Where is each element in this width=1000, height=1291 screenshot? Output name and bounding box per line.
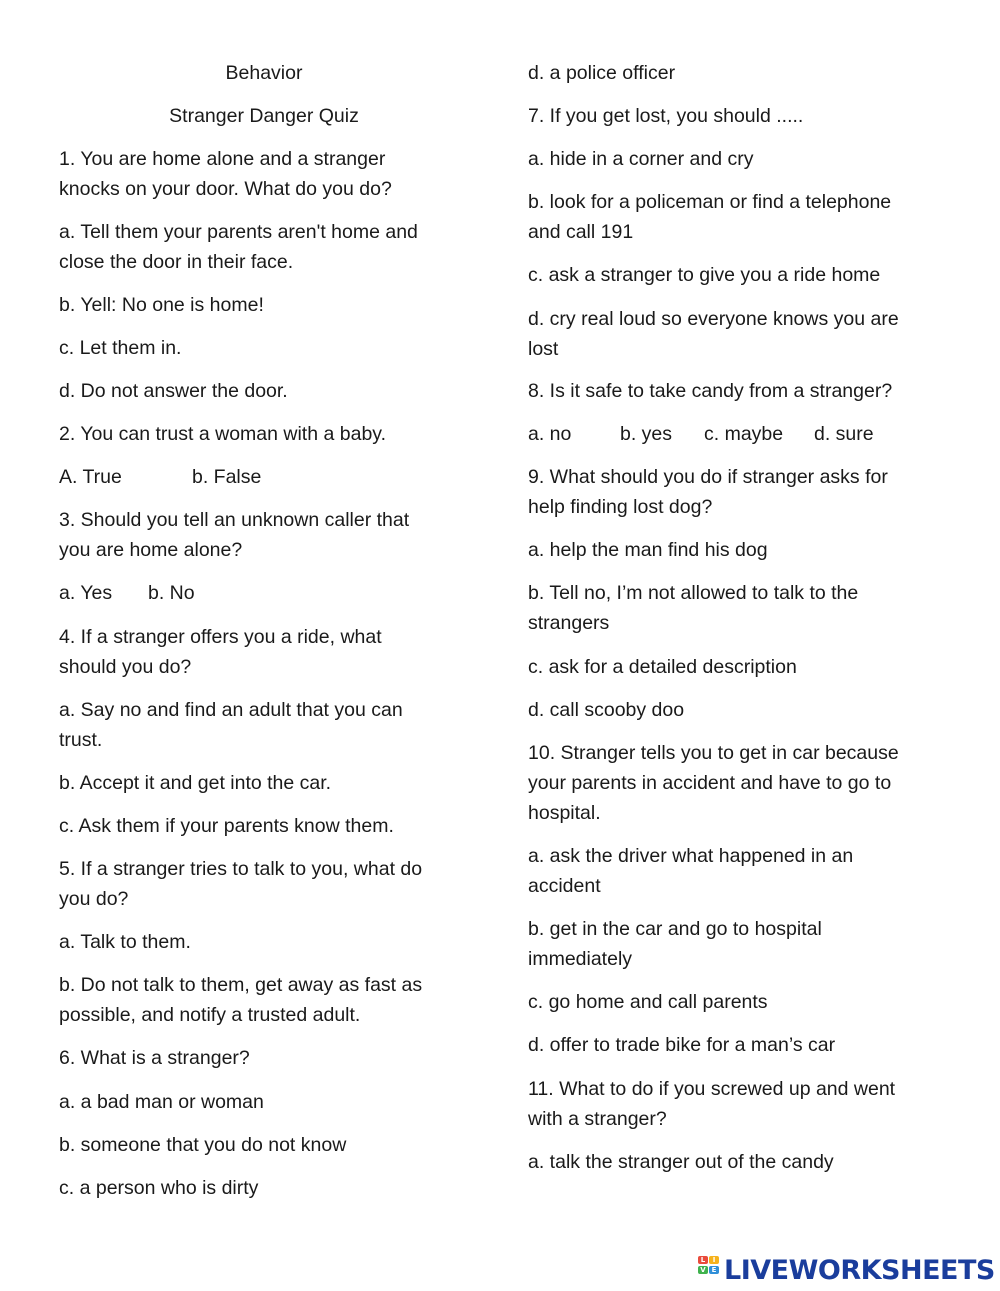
question-2: 2. You can trust a woman with a baby.	[59, 423, 387, 445]
worksheet-title: Stranger Danger Quiz	[169, 105, 359, 127]
answer-1c[interactable]: c. Let them in.	[59, 337, 182, 359]
answer-10c[interactable]: c. go home and call parents	[528, 991, 768, 1013]
badge-letter: L	[698, 1256, 708, 1264]
answer-2b[interactable]: b. False	[192, 466, 262, 488]
answer-9b[interactable]: b. Tell no, I’m not allowed to talk to the	[528, 582, 859, 604]
question-4: 4. If a stranger offers you a ride, what	[59, 626, 382, 648]
answer-6b[interactable]: b. someone that you do not know	[59, 1134, 347, 1156]
answer-7d[interactable]: d. cry real loud so everyone knows you are	[528, 308, 899, 330]
worksheet-category: Behavior	[225, 62, 303, 84]
badge-letter: E	[709, 1266, 719, 1274]
answer-4b[interactable]: b. Accept it and get into the car.	[59, 772, 332, 794]
answer-8a[interactable]: a. no	[528, 423, 572, 445]
answer-1d[interactable]: d. Do not answer the door.	[59, 380, 288, 402]
question-10: 10. Stranger tells you to get in car because	[528, 742, 899, 764]
live-badge-icon	[698, 1256, 720, 1284]
question-4-cont: should you do?	[59, 656, 192, 678]
answer-9a[interactable]: a. help the man find his dog	[528, 539, 768, 561]
answer-3a[interactable]: a. Yes	[59, 582, 113, 604]
answer-9c[interactable]: c. ask for a detailed description	[528, 656, 797, 678]
answer-6c[interactable]: c. a person who is dirty	[59, 1177, 259, 1199]
answer-10d[interactable]: d. offer to trade bike for a man’s car	[528, 1034, 836, 1056]
question-7: 7. If you get lost, you should .....	[528, 105, 804, 127]
answer-7b-cont[interactable]: and call 191	[528, 221, 634, 243]
answer-1a[interactable]: a. Tell them your parents aren't home and	[59, 221, 418, 243]
question-10-cont-2: hospital.	[528, 802, 601, 824]
answer-5b[interactable]: b. Do not talk to them, get away as fast as	[59, 974, 423, 996]
answer-5a[interactable]: a. Talk to them.	[59, 931, 191, 953]
answer-7d-cont[interactable]: lost	[528, 338, 559, 360]
question-9-cont: help finding lost dog?	[528, 496, 713, 518]
question-1-cont: knocks on your door. What do you do?	[59, 178, 392, 200]
answer-1b[interactable]: b. Yell: No one is home!	[59, 294, 264, 316]
answer-9b-cont[interactable]: strangers	[528, 612, 610, 634]
question-10-cont: your parents in accident and have to go to	[528, 772, 892, 794]
badge-letter: I	[709, 1256, 719, 1264]
answer-1a-cont[interactable]: close the door in their face.	[59, 251, 294, 273]
question-9: 9. What should you do if stranger asks for	[528, 466, 888, 488]
question-3: 3. Should you tell an unknown caller that	[59, 509, 410, 531]
answer-10a-cont[interactable]: accident	[528, 875, 601, 897]
liveworksheets-logo	[698, 1253, 995, 1287]
answer-6d[interactable]: d. a police officer	[528, 62, 676, 84]
answer-5b-cont[interactable]: possible, and notify a trusted adult.	[59, 1004, 361, 1026]
question-1: 1. You are home alone and a stranger	[59, 148, 386, 170]
answer-2a[interactable]: A. True	[59, 466, 122, 488]
answer-4a[interactable]: a. Say no and find an adult that you can	[59, 699, 403, 721]
answer-10b[interactable]: b. get in the car and go to hospital	[528, 918, 822, 940]
question-3-cont: you are home alone?	[59, 539, 243, 561]
answer-7a[interactable]: a. hide in a corner and cry	[528, 148, 754, 170]
answer-7c[interactable]: c. ask a stranger to give you a ride home	[528, 264, 881, 286]
question-11: 11. What to do if you screwed up and went	[528, 1078, 896, 1100]
question-5: 5. If a stranger tries to talk to you, what do	[59, 858, 423, 880]
answer-10a[interactable]: a. ask the driver what happened in an	[528, 845, 854, 867]
answer-11a[interactable]: a. talk the stranger out of the candy	[528, 1151, 834, 1173]
question-11-cont: with a stranger?	[528, 1108, 667, 1130]
answer-4c[interactable]: c. Ask them if your parents know them.	[59, 815, 394, 837]
question-5-cont: you do?	[59, 888, 129, 910]
answer-8b[interactable]: b. yes	[620, 423, 673, 445]
answer-10b-cont[interactable]: immediately	[528, 948, 633, 970]
badge-letter: V	[698, 1266, 708, 1274]
question-6: 6. What is a stranger?	[59, 1047, 250, 1069]
logo-text: LIVEWORKSHEETS	[724, 1254, 995, 1286]
answer-7b[interactable]: b. look for a policeman or find a telephone	[528, 191, 892, 213]
answer-8d[interactable]: d. sure	[814, 423, 874, 445]
answer-6a[interactable]: a. a bad man or woman	[59, 1091, 264, 1113]
question-8: 8. Is it safe to take candy from a stranger?	[528, 380, 893, 402]
answer-9d[interactable]: d. call scooby doo	[528, 699, 685, 721]
answer-3b[interactable]: b. No	[148, 582, 195, 604]
answer-4a-cont[interactable]: trust.	[59, 729, 103, 751]
answer-8c[interactable]: c. maybe	[704, 423, 784, 445]
